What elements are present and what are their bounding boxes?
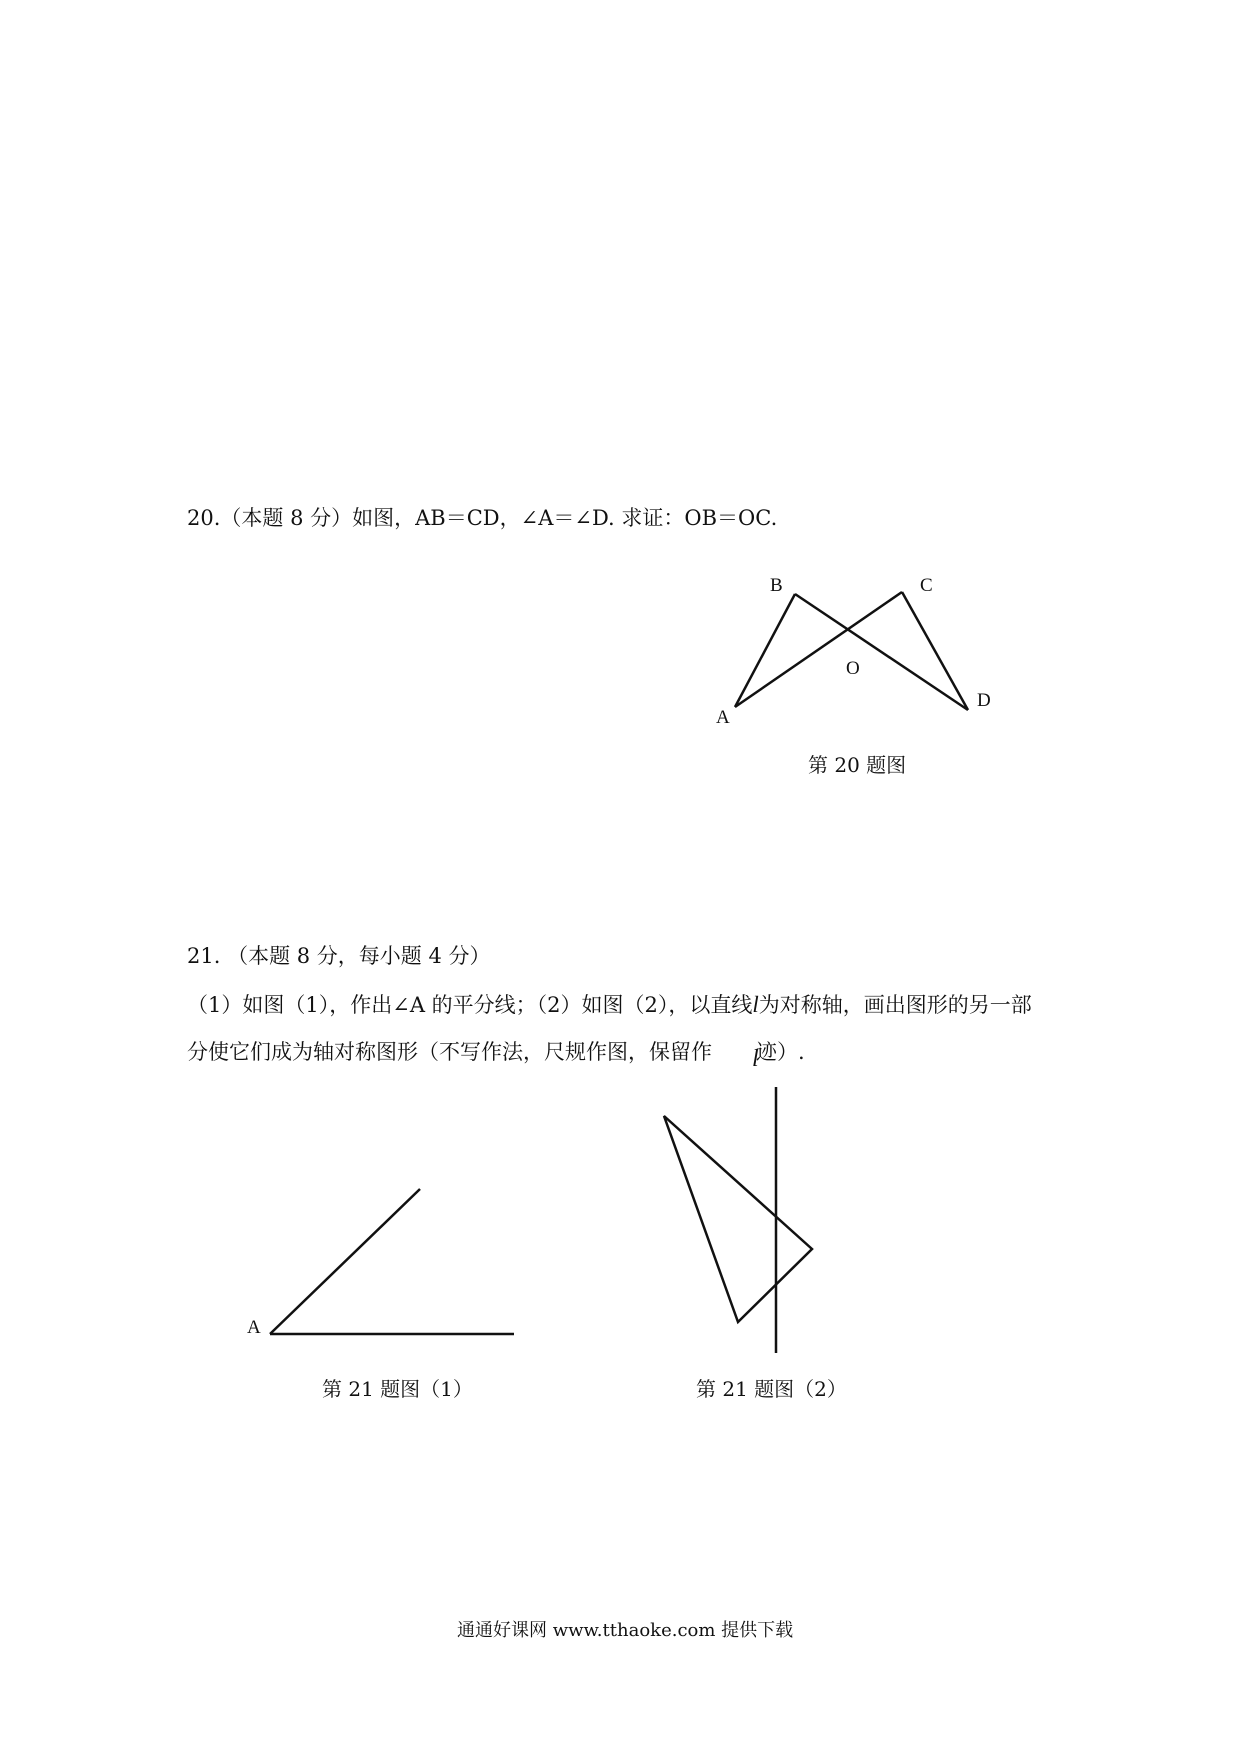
- q21-header: 21. （本题 8 分，每小题 4 分）: [187, 944, 491, 968]
- q21-line2: [187, 1042, 805, 1063]
- q21-caption-1: 第 21 题图（1）: [322, 1377, 473, 1401]
- point-label-b: B: [770, 575, 783, 596]
- q21-caption-2: 第 21 题图（2）: [696, 1377, 847, 1401]
- q21-line2-part-a: 分使它们成为轴对称图形（不写作法，尺规作图，保留作: [187, 1040, 712, 1064]
- q21-line1-part-a: （1）如图（1），作出∠A 的平分线；（2）如图（2），以直线: [187, 993, 753, 1017]
- triangle-shape: [664, 1116, 812, 1322]
- segment-cd: [902, 592, 968, 710]
- q20-text: 20.（本题 8 分）如图，AB＝CD，∠A＝∠D. 求证：OB＝OC.: [187, 506, 778, 530]
- segment-bd: [795, 594, 968, 710]
- q21-line1-part-b: 为对称轴，画出图形的另一部: [758, 993, 1032, 1017]
- angle-ray-oblique: [270, 1189, 420, 1334]
- point-label-o: O: [846, 658, 860, 679]
- axis-label-l: l: [752, 1046, 759, 1072]
- segment-ab: [735, 594, 795, 707]
- point-label-c: C: [920, 575, 933, 596]
- q21-line2-part-b: 迹）.: [756, 1040, 805, 1064]
- point-label-d: D: [977, 690, 991, 711]
- angle-vertex-label-a: A: [247, 1317, 261, 1338]
- point-label-a: A: [716, 707, 730, 728]
- q21-line1: [187, 993, 1032, 1016]
- q21-line1-var-l: l: [752, 992, 759, 1017]
- q20-caption: 第 20 题图: [808, 753, 907, 777]
- footer-text: 通通好课网 www.tthaoke.com 提供下载: [457, 1620, 794, 1641]
